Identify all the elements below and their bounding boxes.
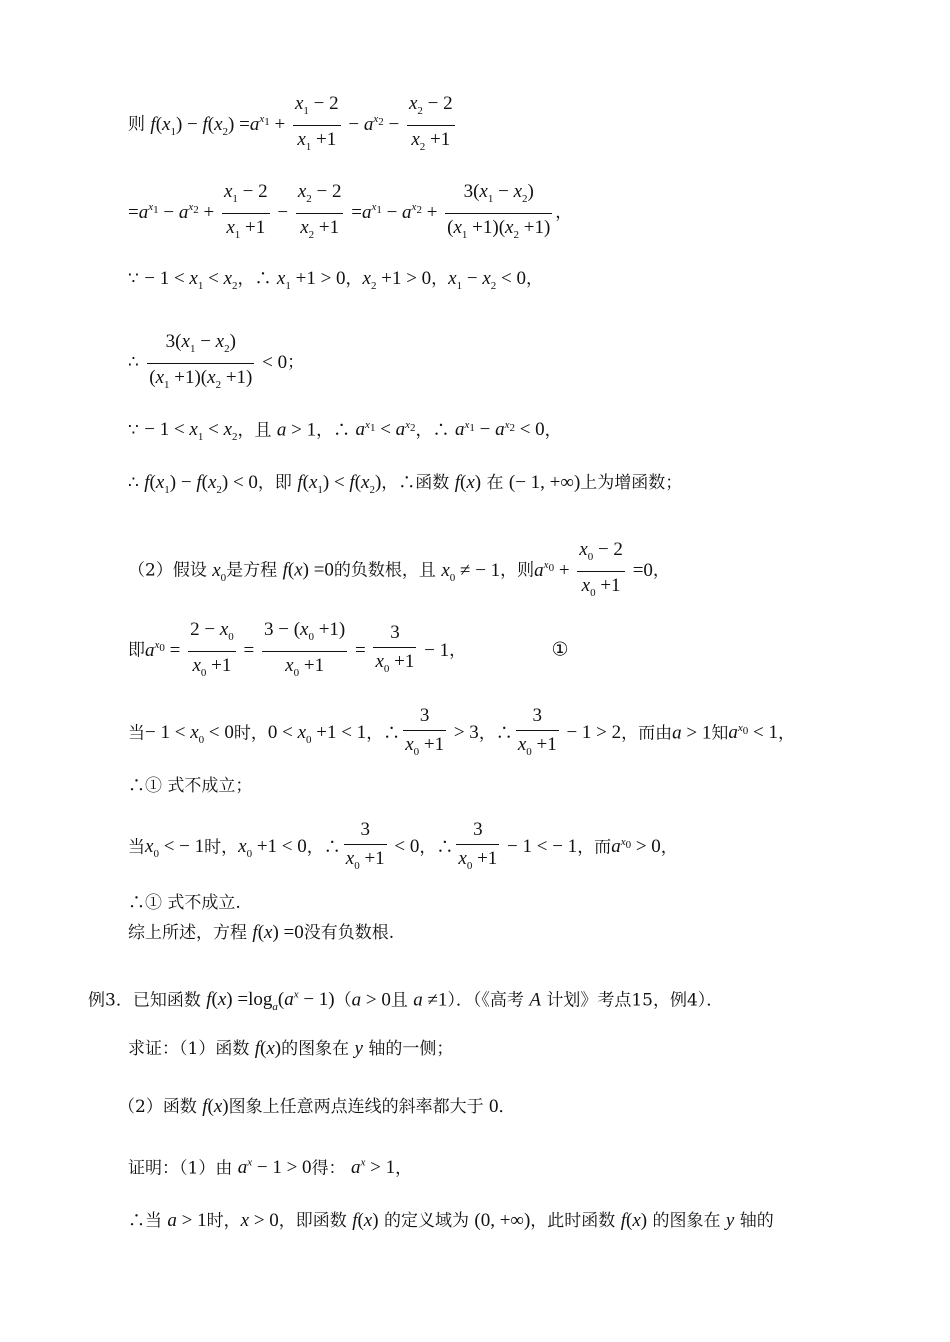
line-5: ∵ − $1 < x_1 < x_2$，且 a > 1，∴ $a^{x_1} < a^{x_2}$，∴ $a^{x_1} - a^{x_2} < 0$， bbox=[128, 419, 562, 444]
line-12: ∴① 式不成立. bbox=[128, 893, 241, 913]
line-8: 即$a^{x_0}$ = $\frac{2 - x_0}{x_0 +1}$ = $\frac{3 - (x_0 +1)}{x_0 +1}$ = $\frac{3}{x_0 +1}$ − 1， ① bbox=[128, 619, 569, 679]
line-14: 例3．已知函数 $f(x) =\log_a(a^x - 1)(a > 0$且 a ≠1）．（《高考 A 计划》考点15，例4）． bbox=[88, 989, 724, 1014]
line-9: 当− $1 < x_0 < 0$时，$0 < x_0 +1 < 1$，∴ $\frac{3}{x_0 +1}$ > 3，∴ $\frac{3}{x_0 +1}$ − 1 > 2，而由a > 1知$a^{x_0} < 1$， bbox=[128, 705, 795, 758]
line-18: ∴当 a > 1时，x > 0，即函数 f(x) 的定义域为 (0, +∞)，此时函数 f(x) 的图象在 y 轴的 bbox=[128, 1210, 774, 1231]
line-4: ∴ $\frac{3(x_1 - x_2)}{(x_1 +1)(x_2 +1)}$ < 0； bbox=[128, 331, 305, 391]
line-11: 当$x_0$ < − 1时，$x_0 +1 < 0$，∴ $\frac{3}{x_0 +1}$ < 0，∴ $\frac{3}{x_0 +1}$ − 1 < − 1，而$a^{x_0} > 0$， bbox=[128, 819, 678, 872]
line-3: ∵ − $1 < x_1 < x_2$，∴ $x_1 +1 > 0$，$x_2 +1 > 0$，$x_1 - x_2 < 0$， bbox=[128, 268, 543, 292]
line-17: 证明：（1）由 $a^x - 1 > 0$得： $a^x > 1$， bbox=[128, 1157, 413, 1179]
line-1: 则 $f(x_1) - f(x_2) =a^{x_1}$ + $\frac{x_1 - 2}{x_1 +1}$ − $a^{x_2}$ − $\frac{x_2 - 2}{x_2 +1}$ bbox=[128, 93, 453, 153]
line-15: 求证：（1）函数 f(x)的图象在 y 轴的一侧； bbox=[128, 1038, 454, 1059]
line-2: $=a^{x_1} - a^{x_2}$ + $\frac{x_1 - 2}{x_1 +1}$ − $\frac{x_2 - 2}{x_2 +1}$ $=a^{x_1} - a^{x_2}$ + $\frac{3(x_1 - x_2)}{(x_1 +1)(x_2 +1)}$ ， bbox=[128, 181, 573, 241]
line-13: 综上所述，方程 f(x) =0没有负数根. bbox=[128, 922, 395, 943]
line-16: （2）函数 f(x)图象上任意两点连线的斜率都大于 0． bbox=[118, 1096, 516, 1117]
line-10: ∴① 式不成立； bbox=[128, 776, 253, 796]
line-7: （2）假设 $x_0$是方程 f(x) =0的负数根，且 $x_0$ ≠ − 1，则$a^{x_0}$ + $\frac{x_0 - 2}{x_0 +1}$ =0， bbox=[128, 539, 670, 599]
line-6: ∴ $f(x_1) - f(x_2) < 0$，即 $f(x_1) < f(x_2)$，∴函数 f(x) 在 (− 1, +∞)上为增函数； bbox=[128, 472, 683, 496]
